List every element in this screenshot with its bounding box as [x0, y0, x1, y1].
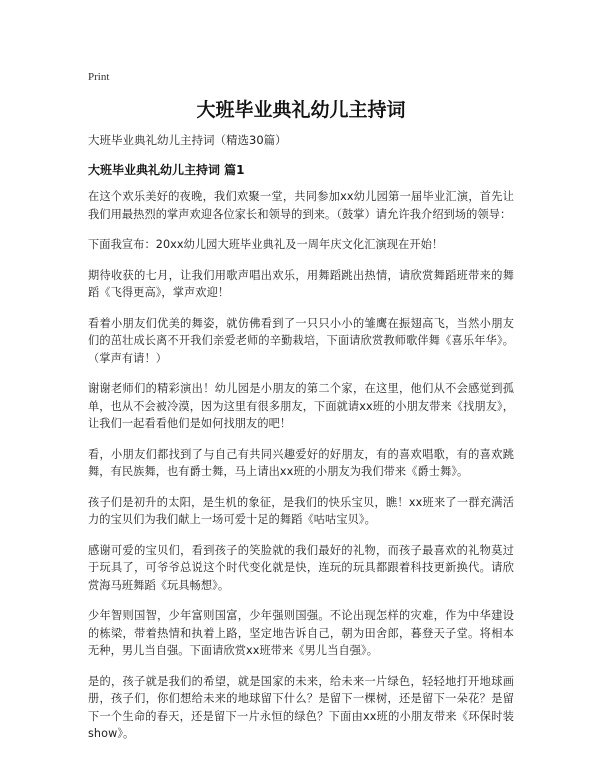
document-title: 大班毕业典礼幼儿主持词	[196, 99, 406, 121]
paragraph-3: 期待收获的七月，让我们用歌声唱出欢乐，用舞蹈跳出热情，请欣赏舞蹈班带来的舞蹈《飞得更高》，掌声欢迎！	[88, 268, 514, 299]
paragraph-9: 少年智则国智，少年富则国富，少年强则国强。不论出现怎样的灾难，作为中华建设的栋梁，带着热情和执着上路，坚定地告诉自己，朝为田舍郎，暮登天子堂。将相本无种，男儿当自强。下面请欣赏xx班带来《男儿当自强》。	[88, 609, 514, 657]
paragraph-8: 感谢可爱的宝贝们，看到孩子的笑脸就的我们最好的礼物，而孩子最喜欢的礼物莫过于玩具了，可爷爷总说这个时代变化就是快，连玩的玩具都跟着科技更新换代。请欣赏海马班舞蹈《玩具畅想》。	[88, 543, 514, 592]
paragraph-4: 看着小朋友们优美的舞姿，就仿佛看到了一只只小小的雏鹰在振翅高飞，当然小朋友们的茁壮成长离不开我们亲爱老师的辛勤栽培，下面请欣赏教师歌伴舞《喜乐年华》。（掌声有请！）	[88, 316, 514, 365]
paragraph-2: 下面我宣布：20xx幼儿园大班毕业典礼及一周年庆文化汇演现在开始！	[88, 238, 444, 251]
paragraph-1: 在这个欢乐美好的夜晚，我们欢聚一堂，共同参加xx幼儿园第一届毕业汇演，首先让我们用最热烈的掌声欢迎各位家长和领导的到来。（鼓掌）请允许我介绍到场的领导：	[88, 190, 514, 221]
paragraph-5: 谢谢老师们的精彩演出！幼儿园是小朋友的第二个家，在这里，他们从不会感觉到孤单，也从不会被冷漠，因为这里有很多朋友，下面就请xx班的小朋友带来《找朋友》，让我们一起看看他们是如何找朋友的吧！	[88, 382, 514, 430]
paragraph-6: 看，小朋友们都找到了与自己有共同兴趣爱好的好朋友，有的喜欢唱歌，有的喜欢跳舞，有民族舞，也有爵士舞，马上请出xx班的小朋友为我们带来《爵士舞》。	[88, 447, 514, 478]
paragraph-7: 孩子们是初升的太阳，是生机的象征，是我们的快乐宝贝，瞧！xx班来了一群充满活力的宝贝们为我们献上一场可爱十足的舞蹈《咕咕宝贝》。	[88, 495, 514, 526]
section-heading: 大班毕业典礼幼儿主持词 篇1	[88, 163, 245, 177]
document-subtitle: 大班毕业典礼幼儿主持词（精选30篇）	[88, 133, 287, 147]
paragraph-10: 是的，孩子就是我们的希望，就是国家的未来，给未来一片绿色，轻轻地打开地球画册，孩子们，你们想给未来的地球留下什么？是留下一棵树，还是留下一朵花？是留下一个生命的春天，还是留下一片永恒的绿色？下面由xx班的小朋友带来《环保时装show》。	[88, 674, 514, 740]
print-label: Print	[88, 71, 110, 83]
